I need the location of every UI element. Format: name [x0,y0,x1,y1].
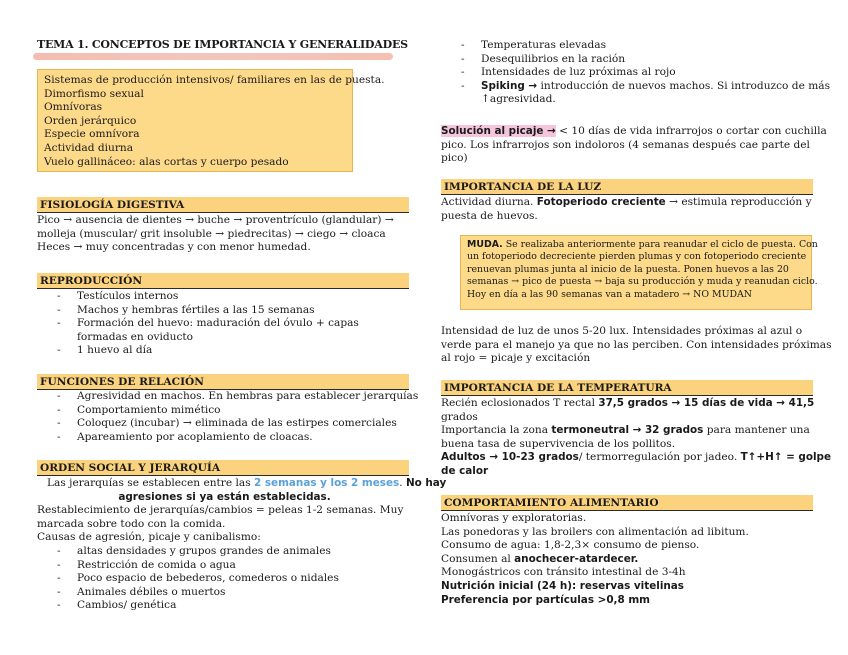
relacion-list [37,390,418,444]
list-item: - Desequilibrios en la ración [441,53,813,67]
text-line: renuevan plumas junta al inicio de la puesta. Ponen huevos a las 20 [467,263,789,275]
intro-box [37,69,385,172]
text-line: semanas → pico de puesta → baja su producción y muda y reanudan ciclo. [467,276,818,288]
section-header-orden: ORDEN SOCIAL Y JERARQUÍA [37,460,409,476]
temperatura-text [441,397,831,479]
text-line [441,553,749,567]
intro-line: Especie omnívora [44,128,140,141]
text-line: al rojo = picaje y excitación [441,352,591,365]
list-item: - Machos y hembras fértiles a las 15 semanas [37,304,412,318]
list-item: - Cambios/ genética [37,599,412,613]
reproduccion-list [37,290,412,358]
list-item-continued [441,93,813,107]
list-item: - Temperaturas elevadas [441,39,813,53]
text-span: para mantener una [703,424,810,437]
text-span: Las jerarquías se establecen entre las [47,477,255,489]
text-line: puesta de huevos. [441,209,538,222]
list-item: - Apareamiento por acoplamiento de cloacas. [37,431,418,445]
text-line: grados [441,410,478,423]
list-item: - 1 huevo al día [37,344,412,358]
text-span: ↑agresividad. [481,93,556,106]
text-line: Heces → muy concentradas y con menor humedad. [37,241,311,254]
intensidad-text [441,325,832,366]
intro-line: Vuelo gallináceo: alas cortas y cuerpo pesado [44,155,289,168]
bold-text: 37,5 grados → 15 días de vida → 41,5 [598,397,815,409]
text-line: Intensidad de luz de unos 5-20 lux. Intensidades próximas al azul o [441,325,803,337]
text-line [441,125,827,139]
list-item: - Intensidades de luz próximas al rojo [441,66,813,80]
text-span: Actividad diurna. [441,196,537,208]
title-highlight [33,53,393,60]
text-line [441,424,831,438]
bold-text: termoneutral → 32 grados [551,424,704,437]
text-line [441,397,831,411]
text-line: pico. Los infrarrojos son indoloros (4 semanas después cae parte del [441,138,810,151]
text-line: verde para el manejo ya que no las perciben. Con intensidades próximas [441,338,832,351]
list-item: - Restricción de comida o agua [37,559,412,573]
muda-box [460,235,818,310]
text-line: Causas de agresión, picaje y canibalismo: [37,531,261,544]
highlight-blue: 2 semanas y los 2 meses [254,477,400,489]
bold-text: Preferencia por partículas >0,8 mm [441,593,651,606]
list-item: - Animales débiles o muertos [37,586,412,600]
text-line: Hoy en día a las 90 semanas van a matadero → NO MUDAN [467,288,753,300]
luz-text [441,196,812,223]
section-header-temperatura: IMPORTANCIA DE LA TEMPERATURA [441,380,813,396]
list-item: - Poco espacio de bebederos, comederos o nidales [37,572,412,586]
causas-list-continued [441,39,830,107]
intro-line: Actividad diurna [44,141,134,154]
text-span: < 10 días de vida infrarrojos o cortar con cuchilla [555,125,827,137]
page-title: TEMA 1. CONCEPTOS DE IMPORTANCIA Y GENERALIDADES [37,38,408,51]
list-item: - Comportamiento mimético [37,404,418,418]
text-span: → estimula reproducción y [665,196,812,208]
intro-line: Orden jerárquico [44,114,137,127]
text-span: Importancia la zona [441,424,552,437]
text-span: Consumen al [441,552,515,565]
text-line [441,451,831,465]
text-line: marcada sobre todo con la comida. [37,517,226,530]
list-item: - altas densidades y grupos grandes de animales [37,545,412,559]
text-line: Las ponedoras y las broilers con alimentación ad libitum. [441,525,749,538]
text-line: Omnívoras y exploratorias. [441,512,587,524]
intro-line: Dimorfismo sexual [44,87,144,100]
list-item: - Coloquez (incubar) → eliminada de las estirpes comerciales [37,417,418,431]
bold-text: Nutrición inicial (24 h): reservas vitelinas [441,579,684,592]
list-item: - Agresividad en machos. En hembras para establecer jerarquías [37,390,418,404]
intro-line: Omnívoras [44,101,103,114]
bold-text: MUDA. [467,239,503,250]
text-span: introducción de nuevos machos. Si introduzco de más [537,79,830,92]
fisiologia-text [37,214,394,255]
list-item: - Formación del huevo: maduración del óvulo + capas formadas en oviducto [37,317,412,344]
text-line: Pico → ausencia de dientes → buche → proventrículo (glandular) → [37,214,394,226]
bold-text: No hay [405,477,447,489]
section-header-luz: IMPORTANCIA DE LA LUZ [441,179,813,195]
list-item: - Testículos internos [37,290,412,304]
text-span: / termorregulación por jadeo. [578,451,741,464]
text-line: molleja (muscular/ grit insoluble → piedrecitas) → ciego → cloaca [37,227,386,240]
orden-text [37,477,447,613]
text-span: . [399,477,406,489]
text-span: Se realizaba anteriormente para reanudar el ciclo de puesta. Con [502,239,818,250]
highlight-pink: Solución al picaje → [441,125,556,137]
text-line [467,239,818,251]
text-line: un fotoperiodo decreciente pierden plumas y con fotoperiodo creciente [467,251,807,263]
list-item [441,79,830,94]
text-line: buena tasa de supervivencia de los pollitos. [441,437,676,450]
text-line: Consumo de agua: 1,8-2,3× consumo de pienso. [441,539,700,552]
solucion-text [441,125,827,166]
bold-text: Adultos → 10-23 grados [441,451,579,464]
bold-text: T↑+H↑ = golpe [740,451,832,464]
text-line: Restablecimiento de jerarquías/cambios = peleas 1-2 semanas. Muy [37,504,404,517]
text-line: pico) [441,152,468,165]
text-line [37,477,447,491]
text-line [441,196,812,210]
causas-list [37,545,412,613]
section-header-reproduccion: REPRODUCCIÓN [37,273,409,289]
text-span: Recién eclosionados T rectal [441,397,599,409]
intro-line: Sistemas de producción intensivos/ familiares en las de puesta. [44,74,385,86]
bold-text: de calor [441,464,489,477]
comportamiento-text [441,512,749,607]
text-line: Monogástricos con tránsito intestinal de 3-4h [441,566,686,579]
section-header-relacion: FUNCIONES DE RELACIÓN [37,374,409,390]
bold-text: Spiking → [481,79,538,92]
bold-text: agresiones si ya están establecidas. [118,490,331,503]
section-header-fisiologia: FISIOLOGÍA DIGESTIVA [37,197,409,213]
bold-text: anochecer-atardecer. [514,552,639,565]
bold-text: Fotoperiodo creciente [536,196,666,208]
section-header-comportamiento: COMPORTAMIENTO ALIMENTARIO [441,495,813,511]
